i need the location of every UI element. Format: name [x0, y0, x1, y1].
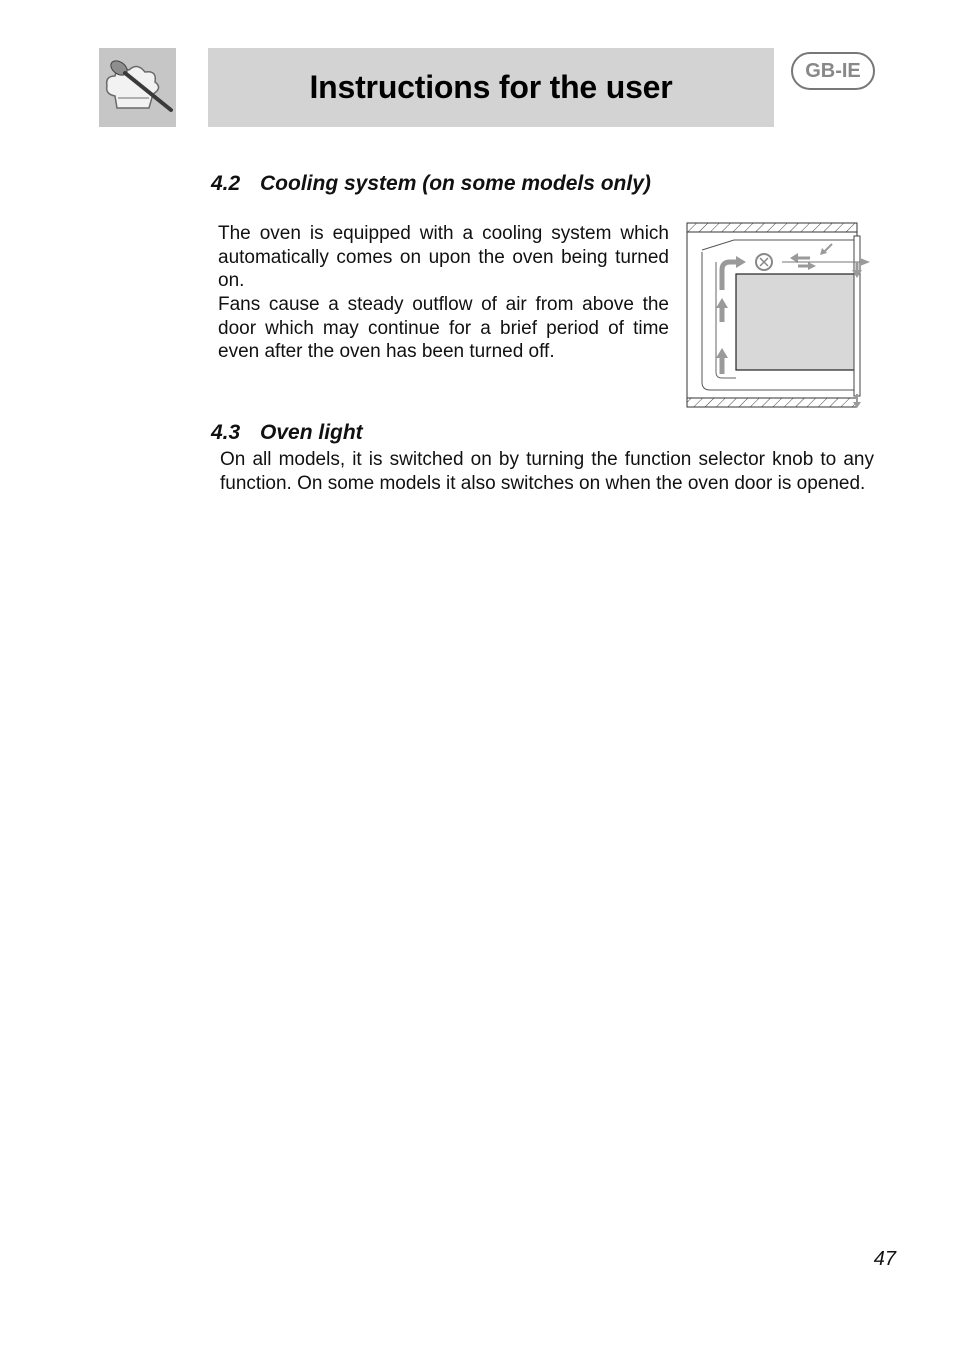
section-number: 4.3 — [211, 421, 241, 444]
brand-logo — [99, 48, 176, 127]
section-title: Oven light — [260, 421, 363, 444]
section-heading-oven-light — [211, 421, 363, 445]
header-title-bar — [208, 48, 774, 127]
cooling-airflow-diagram — [686, 222, 872, 412]
cooling-paragraph-1: The oven is equipped with a cooling system which automatically comes on upon the oven being turned on. — [218, 223, 669, 291]
region-badge: GB-IE — [791, 52, 875, 90]
oven-light-paragraph: On all models, it is switched on by turning the function selector knob to any function. On some models it also switches on when the oven door is opened. — [220, 449, 874, 494]
page-title: Instructions for the user — [309, 69, 673, 105]
section-title: Cooling system (on some models only) — [260, 172, 651, 195]
cooling-airflow-diagram-icon — [686, 222, 872, 412]
cooling-paragraph-2: Fans cause a steady outflow of air from above the door which may continue for a brief period of time even after the oven has been turned off. — [218, 294, 669, 362]
page-number: 47 — [873, 1248, 896, 1270]
section-number: 4.2 — [211, 172, 241, 195]
chef-hat-spoon-icon — [99, 48, 176, 127]
section-heading-cooling — [211, 172, 651, 196]
